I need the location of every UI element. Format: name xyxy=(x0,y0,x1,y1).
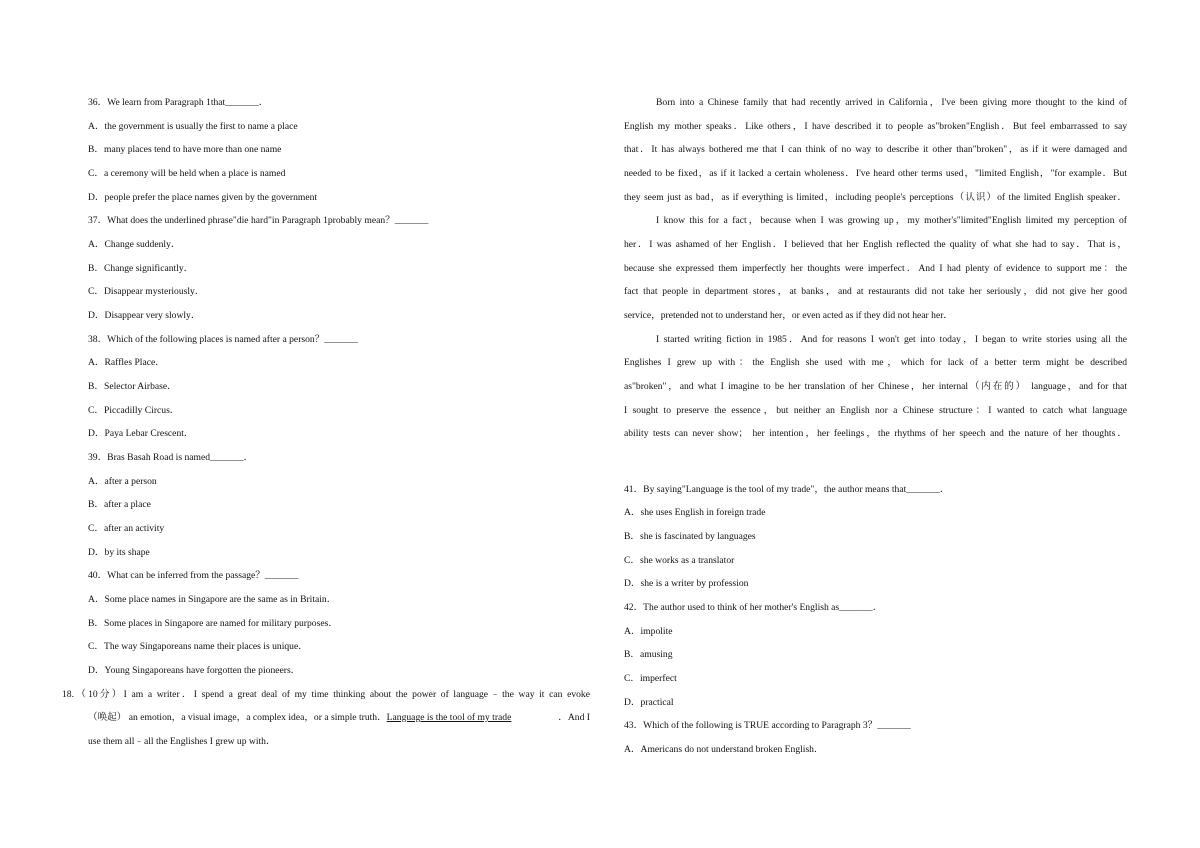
para2-line2: her．I was ashamed of her English．I believed that her English reflected the quality of what she had to say．That is， xyxy=(624,239,1127,250)
q39-option-d: D．by its shape xyxy=(88,547,150,558)
q38-option-b: B．Selector Airbase． xyxy=(88,381,177,392)
q38-stem: 38．Which of the following places is named after a person？_______ xyxy=(88,334,358,345)
q37-option-d: D．Disappear very slowly． xyxy=(88,310,201,321)
para2-line1: I know this for a fact，because when I was growing up，my mother's"limited"English limited my perception of xyxy=(656,215,1127,226)
para3-line2: Englishes I grew up with：the English she used with me，which for lack of a better term might be described xyxy=(624,357,1127,368)
underlined-phrase: Language is the tool of my trade xyxy=(386,712,512,723)
q41-option-a: A．she uses English in foreign trade xyxy=(624,507,766,518)
q42-option-c: C．imperfect xyxy=(624,673,677,684)
q39-option-c: C．after an activity xyxy=(88,523,165,534)
q41-option-b: B．she is fascinated by languages xyxy=(624,531,756,542)
q39-stem: 39．Bras Basah Road is named_______． xyxy=(88,452,254,463)
q41-option-d: D．she is a writer by profession xyxy=(624,578,749,589)
passage18-line3: use them all﹣all the Englishes I grew up with． xyxy=(88,736,276,747)
q38-option-d: D．Paya Lebar Crescent． xyxy=(88,428,194,439)
passage18-line2 xyxy=(88,712,590,724)
para1-line1: Born into a Chinese family that had recently arrived in California，I've been giving more thought to the kind of xyxy=(656,97,1127,108)
q37-option-a: A．Change suddenly． xyxy=(88,239,181,250)
para2-line4: fact that people in department stores，at banks，and at restaurants did not take her seriously，did not give her good xyxy=(624,286,1127,297)
passage18-line2-post: ．And I xyxy=(558,712,590,723)
q37-stem: 37．What does the underlined phrase"die hard"in Paragraph 1probably mean？_______ xyxy=(88,215,429,226)
q42-option-a: A．impolite xyxy=(624,626,673,637)
q40-stem: 40．What can be inferred from the passage？_______ xyxy=(88,570,299,581)
q36-stem: 36．We learn from Paragraph 1that_______． xyxy=(88,97,269,108)
q41-option-c: C．she works as a translator xyxy=(624,555,735,566)
q42-option-d: D．practical xyxy=(624,697,674,708)
q38-option-a: A．Raffles Place． xyxy=(88,357,165,368)
para3-line5: ability tests can never show； her intention，her feelings，the rhythms of her speech and the nature of her thoughts． xyxy=(624,428,1127,439)
q36-option-b: B．many places tend to have more than one name xyxy=(88,144,282,155)
q40-option-c: C．The way Singaporeans name their places is unique． xyxy=(88,641,308,652)
para2-line3: because she expressed them imperfectly her thoughts were imperfect．And I had plenty of evidence to support me：the xyxy=(624,263,1127,274)
q36-option-d: D．people prefer the place names given by the government xyxy=(88,192,318,203)
para1-line4: needed to be fixed，as if it lacked a certain wholeness．I've heard other terms used，"limited English，"for example．But xyxy=(624,168,1127,179)
q39-option-a: A．after a person xyxy=(88,476,157,487)
q36-option-a: A．the government is usually the first to name a place xyxy=(88,121,298,132)
q40-option-d: D．Young Singaporeans have forgotten the pioneers． xyxy=(88,665,301,676)
para3-line4: I sought to preserve the essence，but neither an English nor a Chinese structure：I wanted to catch what language xyxy=(624,405,1127,416)
q40-option-b: B．Some places in Singapore are named for military purposes． xyxy=(88,618,338,629)
q42-stem: 42．The author used to think of her mother's English as_______． xyxy=(624,602,883,613)
para3-line1: I started writing fiction in 1985．And for reasons I won't get into today，I began to write stories using all the xyxy=(656,334,1127,345)
para1-line5: they seem just as bad，as if everything is limited，including people's perceptions（认识）of the limited English speaker． xyxy=(624,192,1127,203)
q37-option-b: B．Change significantly． xyxy=(88,263,194,274)
passage18-line2-pre: （唤起） an emotion，a visual image，a complex idea，or a simple truth． xyxy=(88,712,387,723)
q43-stem: 43．Which of the following is TRUE according to Paragraph 3？_______ xyxy=(624,720,911,731)
para1-line3: that．It has always bothered me that I can think of no way to describe it other than"broken"，as if it were damaged and xyxy=(624,144,1127,155)
para3-line3: as"broken"，and what I imagine to be her translation of her Chinese，her internal（内在的） language，and for that xyxy=(624,381,1127,392)
para2-line5: service，pretended not to understand her，or even acted as if they did not hear her． xyxy=(624,310,953,321)
q41-stem: 41．By saying"Language is the tool of my trade"，the author means that_______． xyxy=(624,484,950,495)
q40-option-a: A．Some place names in Singapore are the same as in Britain． xyxy=(88,594,337,605)
q38-option-c: C．Piccadilly Circus． xyxy=(88,405,180,416)
q43-option-a: A．Americans do not understand broken English． xyxy=(624,744,824,755)
q36-option-c: C．a ceremony will be held when a place is named xyxy=(88,168,286,179)
q37-option-c: C．Disappear mysteriously． xyxy=(88,286,205,297)
passage18-line1: 18.（10分）I am a writer．I spend a great deal of my time thinking about the power of language﹣the way it can evoke xyxy=(62,689,590,700)
para1-line2: English my mother speaks．Like others，I have described it to people as"broken"English．But feel embarrassed to say xyxy=(624,121,1127,132)
q42-option-b: B．amusing xyxy=(624,649,673,660)
q39-option-b: B．after a place xyxy=(88,499,151,510)
